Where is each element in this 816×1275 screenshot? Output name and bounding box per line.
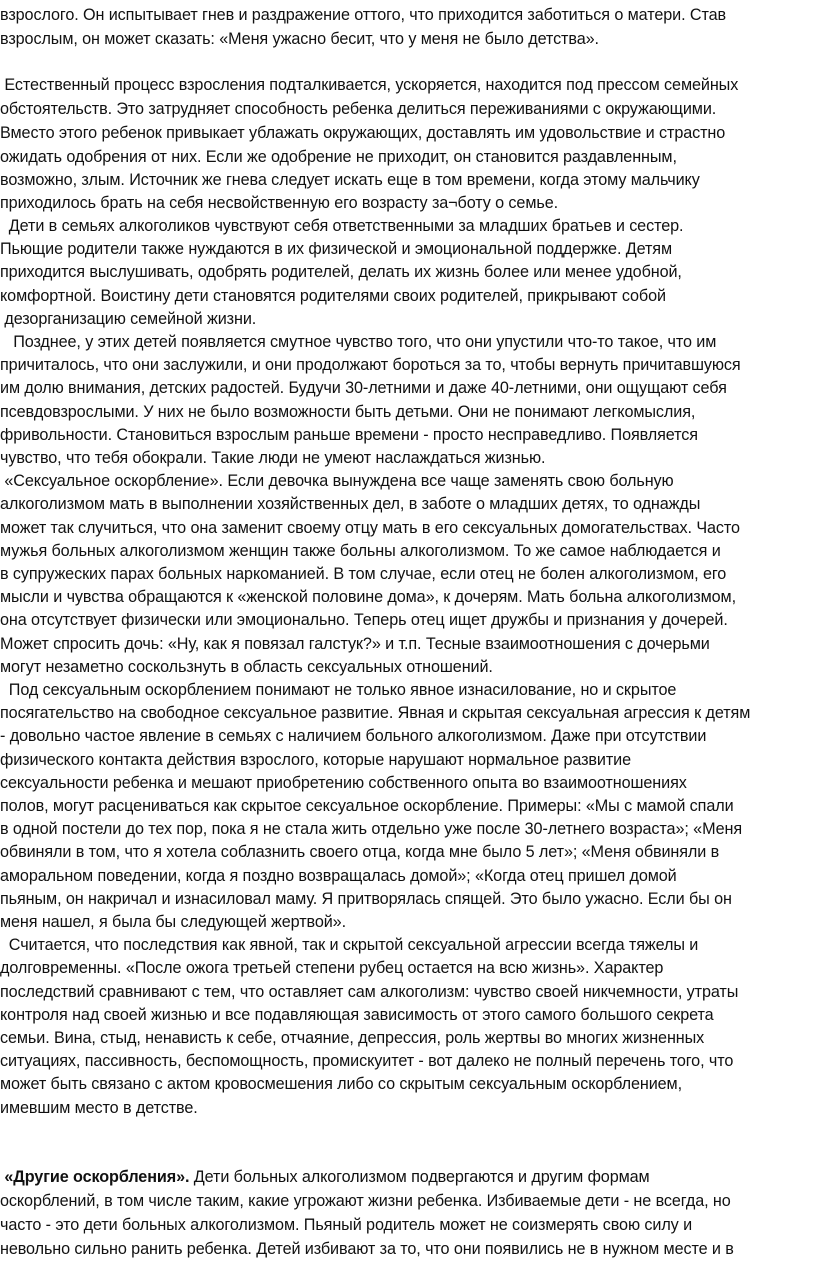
text-line: Естественный процесс взросления подталкивается, ускоряется, находится под прессом семейных	[0, 76, 739, 94]
text-line: последствий сравнивают с тем, что оставляет сам алкоголизм: чувство своей никчемности, утраты	[0, 983, 739, 1001]
text-line: приходилось брать на себя несвойственную его возрасту за¬боту о семье.	[0, 194, 558, 212]
text-line: она отсутствует физически или эмоционально. Теперь отец ищет дружбы и признания у дочерей.	[0, 611, 728, 629]
text-line: имевшим место в детстве.	[0, 1099, 198, 1117]
text-line: полов, могут расцениваться как скрытое сексуальное оскорбление. Примеры: «Мы с мамой спали	[0, 797, 734, 815]
text-line: мужья больных алкоголизмом женщин также больны алкоголизмом. То же самое наблюдается и	[0, 542, 721, 560]
text-line: Считается, что последствия как явной, так и скрытой сексуальной агрессии всегда тяжелы и	[0, 936, 699, 954]
text-line: комфортной. Воистину дети становятся родителями своих родителей, прикрывают собой	[0, 287, 666, 305]
text-line: дезорганизацию семейной жизни.	[0, 310, 257, 328]
text-line: Дети в семьях алкоголиков чувствуют себя ответственными за младших братьев и сестер.	[0, 217, 684, 235]
text-line: меня нашел, я была бы следующей жертвой».	[0, 913, 346, 931]
text-line: причиталось, что они заслужили, и они продолжают бороться за то, чтобы вернуть причитавшуюся	[0, 356, 741, 374]
text-line: семьи. Вина, стыд, ненависть к себе, отчаяние, депрессия, роль жертвы во многих жизненных	[0, 1029, 705, 1047]
text-line: Под сексуальным оскорблением понимают не только явное изнасилование, но и скрытое	[0, 681, 677, 699]
text-line: сексуальности ребенка и мешают приобретению собственного опыта во взаимоотношениях	[0, 774, 687, 792]
text-line: контроля над своей жизнью и все подавляющая зависимость от этого самого большого секрета	[0, 1006, 714, 1024]
text-line: пьяным, он накричал и изнасиловал маму. Я притворялась спящей. Это было ужасно. Если бы он	[0, 890, 732, 908]
text-line: обстоятельств. Это затрудняет способность ребенка делиться переживаниями с окружающими.	[0, 100, 717, 118]
text-line: может так случиться, что она заменит своему отцу мать в его сексуальных домогательствах. Часто	[0, 519, 740, 537]
text-line: Вместо этого ребенок привыкает ублажать окружающих, доставлять им удовольствие и страстно	[0, 124, 726, 142]
text-run: Дети больных алкоголизмом подвергаются и другим формам	[189, 1168, 650, 1186]
text-line: аморальном поведении, когда я поздно возвращалась домой»; «Когда отец пришел домой	[0, 867, 677, 885]
text-line: в супружеских парах больных наркоманией. В том случае, если отец не болен алкоголизмом, его	[0, 565, 727, 583]
text-line: псевдовзрослыми. У них не было возможности быть детьми. Они не понимают легкомыслия,	[0, 403, 696, 421]
text-line: - довольно частое явление в семьях с наличием больного алкоголизмом. Даже при отсутствии	[0, 727, 707, 745]
text-line: долговременны. «После ожога третьей степени рубец остается на всю жизнь». Характер	[0, 959, 664, 977]
text-line: алкоголизмом мать в выполнении хозяйственных дел, в заботе о младших детях, то однажды	[0, 495, 701, 513]
text-line: могут незаметно соскользнуть в область сексуальных отношений.	[0, 658, 493, 676]
text-line: может быть связано с актом кровосмешения либо со скрытым сексуальным оскорблением,	[0, 1075, 682, 1093]
text-line: физического контакта действия взрослого, которые нарушают нормальное развитие	[0, 751, 631, 769]
text-line: взрослым, он может сказать: «Меня ужасно бесит, что у меня не было детства».	[0, 30, 599, 48]
text-line: им долю внимания, детских радостей. Будучи 30-летними и даже 40-летними, они ощущают себя	[0, 379, 727, 397]
text-line: оскорблений, в том числе таким, какие угрожают жизни ребенка. Избиваемые дети - не всегда, но	[0, 1192, 731, 1210]
text-line: фривольности. Становиться взрослым раньше времени - просто несправедливо. Появляется	[0, 426, 698, 444]
text-line: в одной постели до тех пор, пока я не стала жить отдельно уже после 30-летнего возраста»; «Меня	[0, 820, 743, 838]
text-line: часто - это дети больных алкоголизмом. Пьяный родитель может не соизмерять свою силу и	[0, 1216, 693, 1234]
text-line: ситуациях, пассивность, беспомощность, промискуитет - вот далеко не полный перечень того, что	[0, 1052, 734, 1070]
text-line-with-heading	[0, 1167, 650, 1187]
text-line: взрослого. Он испытывает гнев и раздражение оттого, что приходится заботиться о матери. Став	[0, 6, 726, 24]
text-line: возможно, злым. Источник же гнева следует искать еще в том времени, когда этому мальчику	[0, 171, 700, 189]
text-line: Может спросить дочь: «Ну, как я повязал галстук?» и т.п. Тесные взаимоотношения с дочерьми	[0, 635, 710, 653]
text-line: обвиняли в том, что я хотела соблазнить своего отца, когда мне было 5 лет»; «Меня обвиняли в	[0, 843, 720, 861]
section-heading-other-abuse: «Другие оскорбления».	[0, 1168, 190, 1186]
text-line: чувство, что тебя обокрали. Такие люди не умеют наслаждаться жизнью.	[0, 449, 546, 467]
text-line: ожидать одобрения от них. Если же одобрение не приходит, он становится раздавленным,	[0, 148, 677, 166]
text-line: «Сексуальное оскорбление». Если девочка вынуждена все чаще заменять свою больную	[0, 472, 674, 490]
text-line: мысли и чувства обращаются к «женской половине дома», к дочерям. Мать больна алкоголизмом,	[0, 588, 736, 606]
text-line: Пьющие родители также нуждаются в их физической и эмоциональной поддержке. Детям	[0, 240, 672, 258]
text-line: Позднее, у этих детей появляется смутное чувство того, что они упустили что-то такое, что им	[0, 333, 717, 351]
text-line: посягательство на свободное сексуальное развитие. Явная и скрытая сексуальная агрессия к детям	[0, 704, 751, 722]
text-line: приходится выслушивать, одобрять родителей, делать их жизнь более или менее удобной,	[0, 263, 682, 281]
text-line: невольно сильно ранить ребенка. Детей избивают за то, что они появились не в нужном месте и в	[0, 1240, 734, 1258]
